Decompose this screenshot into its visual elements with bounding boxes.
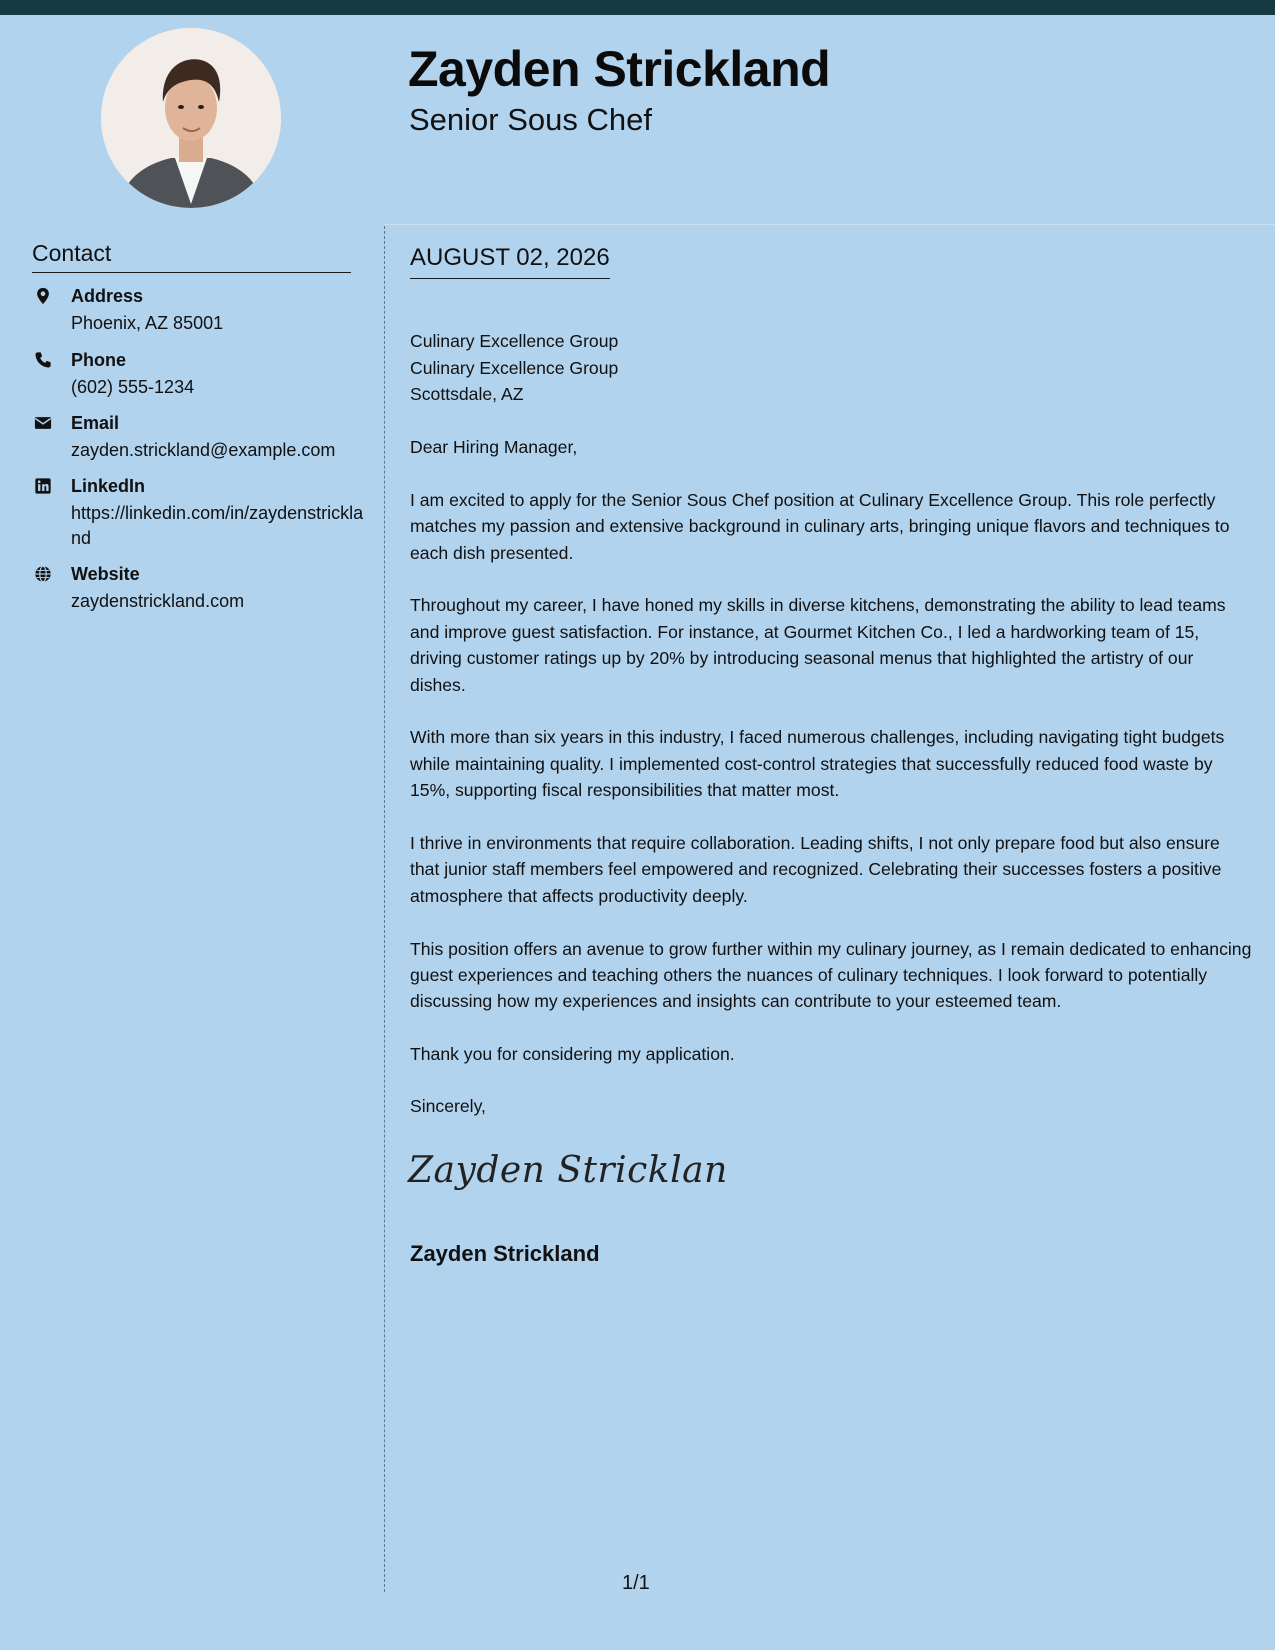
letter-paragraph: I thrive in environments that require collaboration. Leading shifts, I not only prepare food but also ensure that junior staff members feel empowered and recognized. Celebrating their successes fosters a positive atmosphere that affects productivity deeply. (410, 833, 1222, 906)
column-divider (384, 226, 385, 1592)
profile-photo (101, 28, 281, 208)
page-number: 1/1 (622, 1572, 650, 1594)
closing: Sincerely, (410, 1096, 486, 1116)
salutation: Dear Hiring Manager, (410, 437, 578, 457)
header-divider (384, 224, 1275, 225)
contact-label: Website (71, 564, 140, 584)
linkedin-link[interactable]: https://linkedin.com/in/zaydenstrickland (71, 503, 364, 548)
contact-value: Phoenix, AZ 85001 (71, 313, 224, 333)
letter-paragraph: Thank you for considering my application. (410, 1044, 735, 1065)
letter-body (410, 302, 1253, 1094)
handwritten-signature: Zayden Stricklan (408, 1150, 728, 1191)
globe-icon (34, 565, 52, 583)
letter-paragraph: I am excited to apply for the Senior Sous Chef position at Culinary Excellence Group. This role perfectly matches my passion and extensive background in culinary arts, bringing unique flavors and techniques to each dish presented. (410, 489, 1230, 563)
contact-label: Phone (71, 350, 127, 370)
recipient-line: Culinary Excellence Group (410, 331, 619, 352)
phone-icon (34, 351, 52, 369)
contact-label: LinkedIn (71, 476, 146, 496)
letter-paragraph: Throughout my career, I have honed my skills in diverse kitchens, demonstrating the ability to lead teams and improve guest satisfaction. For instance, at Gourmet Kitchen Co., I led a hardworking team of 15, driving customer ratings up by 20% by introducing seasonal menus that highlighted the artistry of our dishes. (410, 595, 1226, 695)
job-title: Senior Sous Chef (409, 102, 652, 137)
signed-name: Zayden Strickland (410, 1241, 600, 1266)
contact-label: Address (71, 286, 144, 306)
map-pin-icon (34, 287, 52, 305)
top-accent-bar (0, 0, 1275, 15)
candidate-name: Zayden Strickland (408, 41, 831, 97)
recipient-line: Scottsdale, AZ (410, 384, 524, 405)
contact-value: (602) 555-1234 (71, 377, 195, 397)
email-link[interactable]: zayden.strickland@example.com (71, 440, 336, 460)
contact-label: Email (71, 413, 120, 433)
linkedin-icon (34, 477, 52, 495)
letter-date: AUGUST 02, 2026 (410, 244, 610, 279)
envelope-icon (34, 414, 52, 432)
website-link[interactable]: zaydenstrickland.com (71, 591, 245, 611)
letter-paragraph: This position offers an avenue to grow further within my culinary journey, as I remain dedicated to enhancing guest experiences and teaching others the nuances of culinary techniques. I look forward to potentially discussing how my experiences and insights can contribute to your esteemed team. (410, 938, 1252, 1012)
recipient-line: Culinary Excellence Group (410, 357, 619, 378)
letter-paragraph: With more than six years in this industry, I faced numerous challenges, including navigating tight budgets while maintaining quality. I implemented cost-control strategies that successfully reduced food waste by 15%, supporting fiscal responsibilities that matter most. (410, 727, 1225, 801)
contact-heading: Contact (32, 240, 351, 273)
